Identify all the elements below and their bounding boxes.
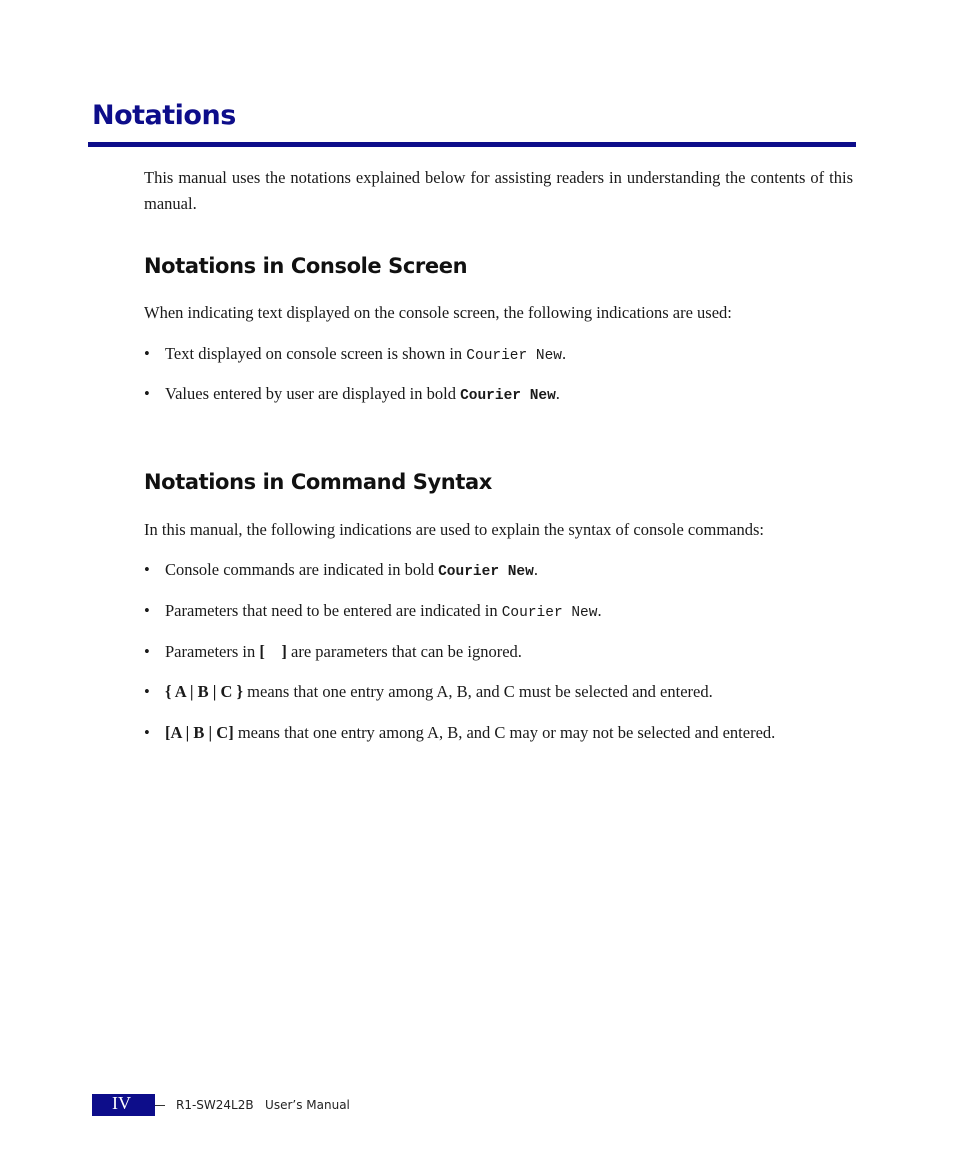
footer-doc-title: R1-SW24L2B User’s Manual (176, 1098, 350, 1112)
code-sample-bold: Courier New (438, 564, 534, 580)
bullet-icon: • (144, 601, 150, 620)
list-item (144, 639, 844, 665)
list-item (144, 598, 844, 626)
list-item-text: means that one entry among A, B, and C must be selected and entered. (243, 682, 713, 701)
list-item-end: . (562, 344, 567, 363)
list-item-text: Console commands are indicated in bold (165, 560, 439, 579)
code-sample: Courier New (466, 348, 563, 364)
code-sample: Courier New (501, 605, 598, 621)
list-item-text: Parameters in (165, 642, 260, 661)
list-item (144, 679, 844, 705)
list-item-text: Text displayed on console screen is shown in (165, 344, 467, 363)
list-item-text: are parameters that can be ignored. (286, 642, 522, 661)
intro-paragraph: This manual uses the notations explained below for assisting readers in understanding the contents of this manual. (144, 168, 853, 213)
list-item (144, 341, 844, 369)
bullet-icon: • (144, 560, 150, 579)
list-item (144, 557, 844, 585)
bullet-icon: • (144, 384, 150, 403)
list-item (144, 720, 794, 746)
list-item-text: Values entered by user are displayed in bold (165, 384, 461, 403)
braces-notation: { A | B | C } (165, 682, 244, 701)
page-title: Notations (92, 100, 236, 131)
list-item (144, 381, 844, 409)
bullet-icon: • (144, 682, 150, 701)
page-number-badge (92, 1094, 155, 1116)
list-item-end: . (555, 384, 560, 403)
bullet-icon: • (144, 344, 150, 363)
command-syntax-intro: In this manual, the following indications are used to explain the syntax of console commands: (144, 520, 764, 539)
list-item-text: Parameters that need to be entered are indicated in (165, 601, 502, 620)
bullet-icon: • (144, 642, 150, 661)
list-item-end: . (533, 560, 538, 579)
bullet-icon: • (144, 723, 150, 742)
console-screen-intro: When indicating text displayed on the console screen, the following indications are used: (144, 303, 732, 322)
footer-divider (155, 1105, 165, 1106)
section-heading-command-syntax: Notations in Command Syntax (144, 470, 492, 494)
title-rule (88, 142, 856, 147)
brackets-notation: [ ] (259, 642, 287, 661)
code-sample-bold: Courier New (460, 388, 556, 404)
page-number: IV (112, 1093, 131, 1113)
list-item-text: means that one entry among A, B, and C may or may not be selected and entered. (233, 723, 776, 742)
optional-choice-notation: [A | B | C] (165, 723, 234, 742)
list-item-end: . (597, 601, 602, 620)
section-heading-console-screen: Notations in Console Screen (144, 254, 468, 278)
